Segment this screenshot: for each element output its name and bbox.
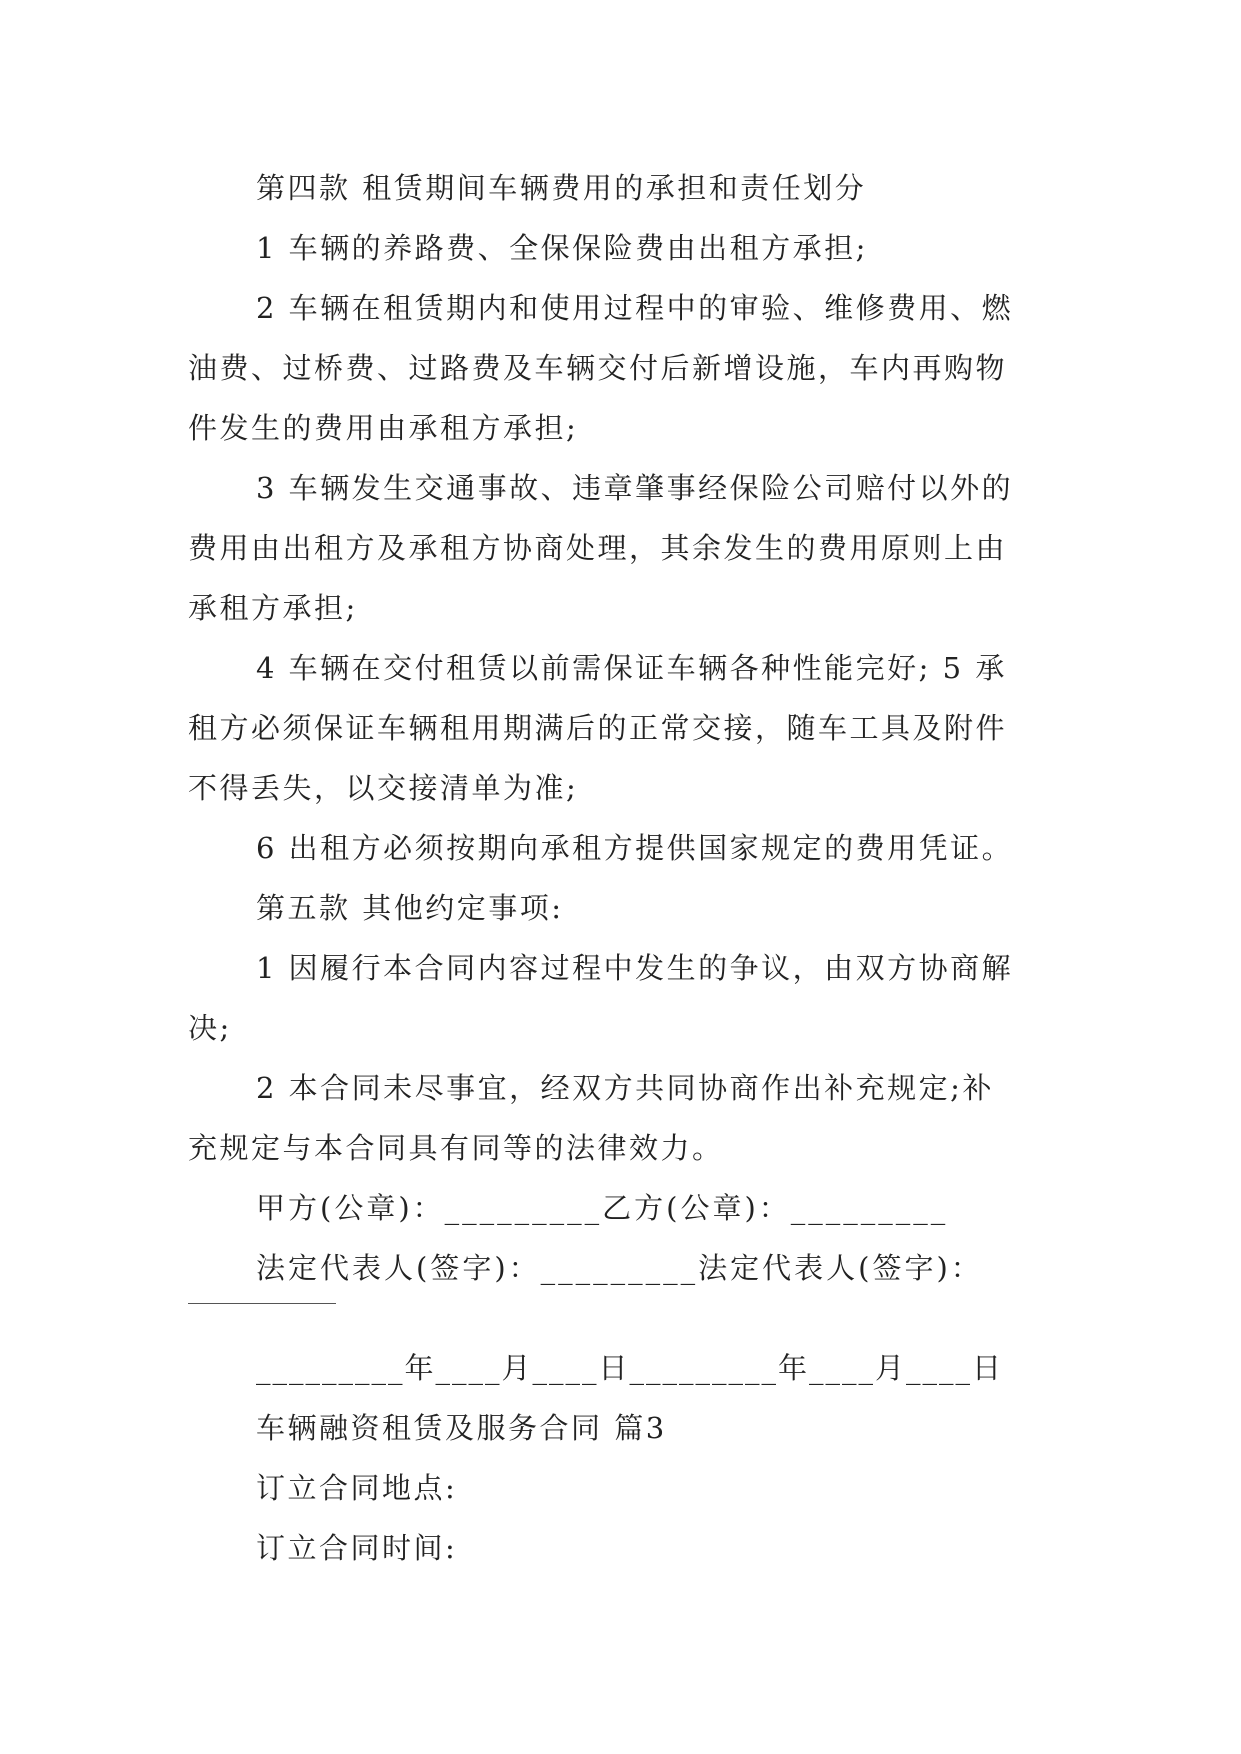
- contract-time-label: 订立合同时间:: [256, 1531, 458, 1565]
- clause-5-2-line-1: 2 本合同未尽事宜，经双方共同协商作出补充规定;补: [256, 1071, 994, 1105]
- clause-4-1: 1 车辆的养路费、全保保险费由出租方承担;: [256, 231, 868, 265]
- clause-4-5-line-3: 不得丢失，以交接清单为准;: [188, 771, 579, 805]
- clause-4-2-line-1: 2 车辆在租赁期内和使用过程中的审验、维修费用、燃: [256, 291, 1014, 325]
- clause-4-5-line-2: 租方必须保证车辆租用期满后的正常交接，随车工具及附件: [188, 711, 1008, 745]
- clause-5-1-line-2: 决;: [188, 1011, 232, 1045]
- clause-4-2-line-2: 油费、过桥费、过路费及车辆交付后新增设施，车内再购物: [188, 351, 1008, 385]
- contract-3-title: 车辆融资租赁及服务合同 篇3: [256, 1411, 667, 1445]
- clause-5-2-line-2: 充规定与本合同具有同等的法律效力。: [188, 1131, 724, 1165]
- section-5-heading: 第五款 其他约定事项:: [256, 891, 564, 925]
- date-line: _________年____月____日_________年____月____日: [256, 1351, 1004, 1385]
- clause-4-3-line-3: 承租方承担;: [188, 591, 358, 625]
- contract-place-label: 订立合同地点:: [256, 1471, 458, 1505]
- clause-4-2-line-3: 件发生的费用由承租方承担;: [188, 411, 579, 445]
- clause-5-1-line-1: 1 因履行本合同内容过程中发生的争议，由双方协商解: [256, 951, 1014, 985]
- legal-rep-signature-line: 法定代表人(签字)：_________法定代表人(签字)：: [256, 1251, 983, 1285]
- section-4-heading: 第四款 租赁期间车辆费用的承担和责任划分: [256, 171, 867, 205]
- clause-4-4-line-1: 4 车辆在交付租赁以前需保证车辆各种性能完好; 5 承: [256, 651, 1007, 685]
- clause-4-3-line-2: 费用由出租方及承租方协商处理，其余发生的费用原则上由: [188, 531, 1008, 565]
- signature-blank-continuation: [188, 1303, 336, 1304]
- clause-4-3-line-1: 3 车辆发生交通事故、违章肇事经保险公司赔付以外的: [256, 471, 1014, 505]
- clause-4-6: 6 出租方必须按期向承租方提供国家规定的费用凭证。: [256, 831, 1014, 865]
- party-seal-line: 甲方(公章)：_________乙方(公章)：_________: [256, 1191, 949, 1225]
